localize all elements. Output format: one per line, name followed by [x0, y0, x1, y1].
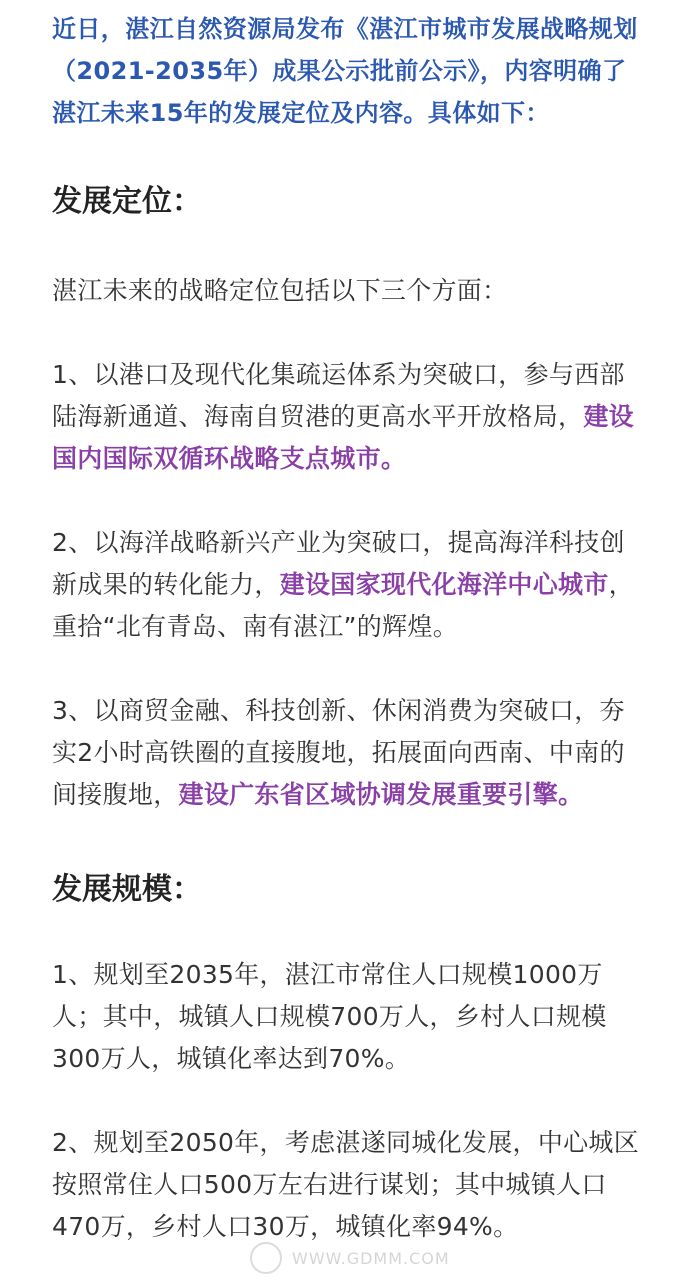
section-heading-positioning: 发展定位： [52, 184, 202, 219]
item-highlight: 建设国内国际双循环战略支点城市。 [52, 402, 634, 473]
item-text: 1、以港口及现代化集疏运体系为突破口，参与西部陆海新通道、海南自贸港的更高水平开放格局， [52, 360, 625, 431]
watermark-text: WWW.GDMM.COM [292, 1248, 450, 1268]
item-text: 3、以商贸金融、科技创新、休闲消费为突破口，夯实2小时高铁圈的直接腹地，拓展面向西南、中南的间接腹地， [52, 696, 625, 809]
section-heading-scale: 发展规模： [52, 872, 202, 907]
positioning-item [52, 690, 648, 816]
scale-item: 1、规划至2035年，湛江市常住人口规模1000万人；其中，城镇人口规模700万人，乡村人口规模300万人，城镇化率达到70%。 [52, 960, 607, 1073]
watermark [250, 1240, 450, 1276]
item-highlight: 建设广东省区域协调发展重要引擎。 [178, 780, 584, 809]
logo-icon [250, 1242, 282, 1274]
positioning-intro: 湛江未来的战略定位包括以下三个方面： [52, 276, 508, 305]
positioning-item [52, 522, 648, 648]
item-tail: ，重拾“北有青岛、南有湛江”的辉煌。 [52, 570, 634, 641]
item-highlight: 建设国家现代化海洋中心城市 [279, 570, 609, 599]
item-text: 2、以海洋战略新兴产业为突破口，提高海洋科技创新成果的转化能力， [52, 528, 625, 599]
scale-item: 2、规划至2050年，考虑湛遂同城化发展，中心城区按照常住人口500万左右进行谋划；其中城镇人口470万，乡村人口30万，城镇化率94%。 [52, 1128, 640, 1241]
article [52, 0, 648, 1248]
positioning-item [52, 354, 648, 480]
lead-paragraph: 近日，湛江自然资源局发布《湛江市城市发展战略规划（2021-2035年）成果公示批前公示》，内容明确了湛江未来15年的发展定位及内容。具体如下： [52, 15, 638, 127]
